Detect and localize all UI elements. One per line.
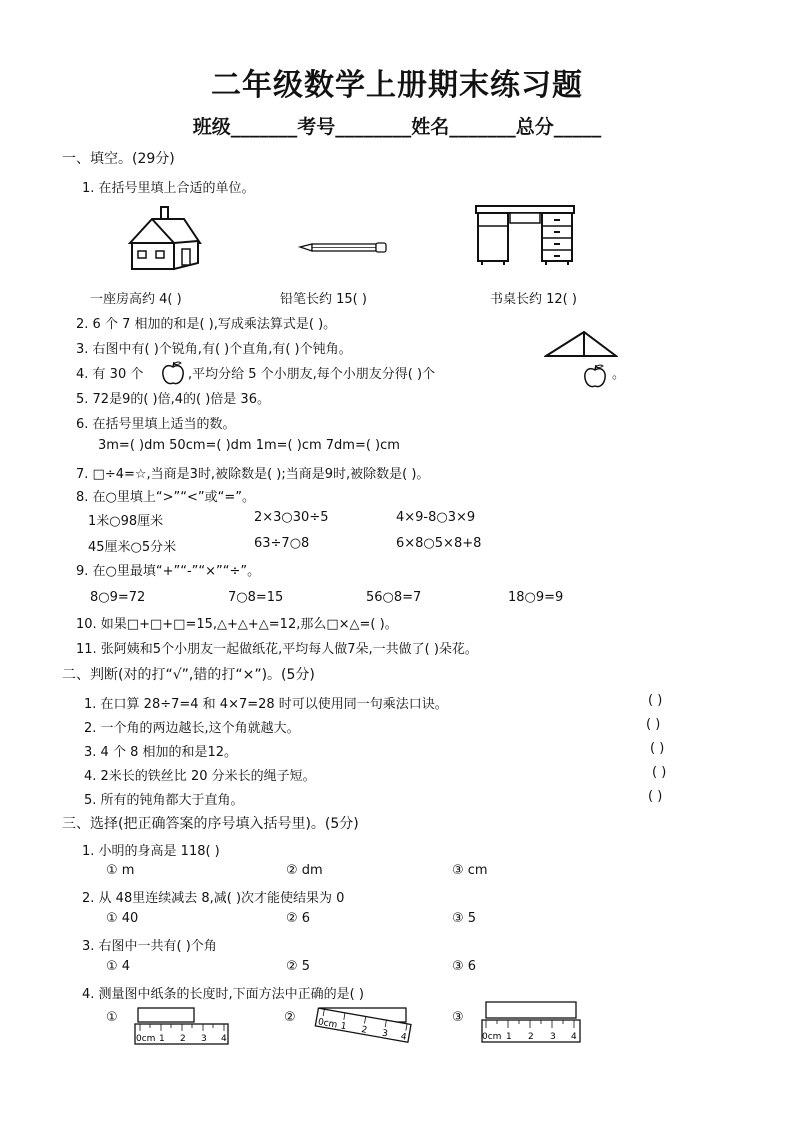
s1-q3: 3. 右图中有( )个锐角,有( )个直角,有( )个钝角。 bbox=[76, 342, 352, 357]
s2-item-4: 4. 2米长的铁丝比 20 分米长的绳子短。 bbox=[84, 769, 316, 784]
s1-q1: 1. 在括号里填上合适的单位。 bbox=[82, 181, 255, 196]
desk-icon bbox=[474, 204, 576, 266]
ruler-label: 0cm bbox=[136, 1034, 156, 1044]
ruler-option-1 bbox=[134, 1006, 230, 1046]
apple-icon bbox=[582, 363, 608, 389]
ruler-label: 2 bbox=[528, 1032, 534, 1042]
s3-q2: 2. 从 48里连续减去 8,减( )次才能使结果为 0 bbox=[82, 891, 345, 906]
s2-item-1: 1. 在口算 28÷7=4 和 4×7=28 时可以使用同一句乘法口诀。 bbox=[84, 697, 448, 712]
s3-q2-opt2[interactable]: ② 6 bbox=[286, 911, 311, 926]
s1-q8: 8. 在○里填上“>”“<”或“=”。 bbox=[76, 490, 255, 505]
s1-q2: 2. 6 个 7 相加的和是( ),写成乘法算式是( )。 bbox=[76, 317, 337, 332]
s3-q3-opt1[interactable]: ① 4 bbox=[106, 959, 131, 974]
ruler-option-3 bbox=[480, 1000, 584, 1046]
s1-q5: 5. 72是9的( )倍,4的( )倍是 36。 bbox=[76, 392, 270, 407]
s2-item-3: 3. 4 个 8 相加的和是12。 bbox=[84, 745, 238, 760]
triangle-figure-icon bbox=[544, 329, 618, 359]
ruler-label: 1 bbox=[159, 1034, 165, 1044]
ruler-label: 1 bbox=[339, 1021, 348, 1033]
s3-q3-opt2[interactable]: ② 5 bbox=[286, 959, 311, 974]
s1-q8-f: 6×8○5×8+8 bbox=[396, 536, 482, 551]
s1-q4-middle: ,平均分给 5 个小朋友,每个小朋友分得( )个 bbox=[188, 367, 436, 382]
paper-strip bbox=[486, 1002, 576, 1018]
s1-q1-desk: 书桌长约 12( ) bbox=[490, 292, 577, 307]
s1-q9-a: 8○9=72 bbox=[90, 590, 146, 605]
s1-q9: 9. 在○里最填“+”“-”“×”“÷”。 bbox=[76, 564, 261, 579]
page-title: 二年级数学上册期末练习题 bbox=[211, 68, 583, 103]
student-info-line: 班级_______考号________姓名_______总分_____ bbox=[192, 116, 602, 138]
s1-q9-d: 18○9=9 bbox=[508, 590, 564, 605]
s2-item-2: 2. 一个角的两边越长,这个角就越大。 bbox=[84, 721, 300, 736]
s2-bracket-3[interactable]: ( ) bbox=[650, 741, 665, 756]
house-icon bbox=[126, 205, 204, 271]
ruler-label: 3 bbox=[550, 1032, 556, 1042]
ruler-option-2 bbox=[312, 1004, 416, 1048]
s1-q9-b: 7○8=15 bbox=[228, 590, 284, 605]
s1-q8-b: 2×3○30÷5 bbox=[254, 510, 329, 525]
section2-heading: 二、判断(对的打“√”,错的打“×”)。(5分) bbox=[62, 667, 315, 683]
s1-q1-pencil: 铅笔长约 15( ) bbox=[280, 292, 367, 307]
s3-q4-opt2[interactable]: ② bbox=[284, 1010, 296, 1025]
s3-q4-opt3[interactable]: ③ bbox=[452, 1010, 464, 1025]
s3-q1-opt2[interactable]: ② dm bbox=[286, 863, 323, 878]
s3-q1-opt3[interactable]: ③ cm bbox=[452, 863, 488, 878]
ruler-label: 4 bbox=[221, 1034, 227, 1044]
ruler-label: 3 bbox=[201, 1034, 207, 1044]
section3-heading: 三、选择(把正确答案的序号填入括号里)。(5分) bbox=[62, 816, 359, 832]
apple-icon bbox=[160, 360, 186, 386]
ruler-label: 4 bbox=[399, 1031, 408, 1043]
s2-bracket-1[interactable]: ( ) bbox=[648, 693, 663, 708]
s3-q3-opt3[interactable]: ③ 6 bbox=[452, 959, 477, 974]
s1-q6-items: 3m=( )dm 50cm=( )dm 1m=( )cm 7dm=( )cm bbox=[98, 438, 400, 453]
s3-q2-opt1[interactable]: ① 40 bbox=[106, 911, 139, 926]
s3-q1-opt1[interactable]: ① m bbox=[106, 863, 135, 878]
s1-q7: 7. □÷4=☆,当商是3时,被除数是( );当商是9时,被除数是( )。 bbox=[76, 467, 430, 482]
paper-strip bbox=[138, 1008, 194, 1022]
ruler-label: 1 bbox=[506, 1032, 512, 1042]
s1-q1-house: 一座房高约 4( ) bbox=[90, 292, 182, 307]
s1-q6: 6. 在括号里填上适当的数。 bbox=[76, 417, 236, 432]
s3-q2-opt3[interactable]: ③ 5 bbox=[452, 911, 477, 926]
s3-q4: 4. 测量图中纸条的长度时,下面方法中正确的是( ) bbox=[82, 987, 364, 1002]
ruler-label: 4 bbox=[571, 1032, 577, 1042]
s3-q4-opt1[interactable]: ① bbox=[106, 1010, 118, 1025]
s1-q10: 10. 如果□+□+□=15,△+△+△=12,那么□×△=( )。 bbox=[76, 617, 398, 632]
s1-q8-a: 1米○98厘米 bbox=[88, 514, 164, 529]
s1-q8-c: 4×9-8○3×9 bbox=[396, 510, 476, 525]
s2-bracket-4[interactable]: ( ) bbox=[652, 765, 667, 780]
s3-q3: 3. 右图中一共有( )个角 bbox=[82, 939, 217, 954]
ruler-label: 2 bbox=[360, 1025, 368, 1036]
s1-q9-c: 56○8=7 bbox=[366, 590, 422, 605]
ruler-label: 2 bbox=[180, 1034, 186, 1044]
s2-item-5: 5. 所有的钝角都大于直角。 bbox=[84, 793, 244, 808]
s1-q8-d: 45厘米○5分米 bbox=[88, 540, 177, 555]
s1-q8-e: 63÷7○8 bbox=[254, 536, 310, 551]
ruler-label: 0cm bbox=[317, 1017, 338, 1031]
ruler-label: 3 bbox=[381, 1028, 389, 1040]
s2-bracket-5[interactable]: ( ) bbox=[648, 789, 663, 804]
s3-q1: 1. 小明的身高是 118( ) bbox=[82, 844, 220, 859]
ruler-label: 0cm bbox=[482, 1032, 502, 1042]
s1-q4-start: 4. 有 30 个 bbox=[76, 367, 144, 382]
s1-q4-end: 。 bbox=[612, 367, 626, 382]
s2-bracket-2[interactable]: ( ) bbox=[646, 717, 661, 732]
section1-heading: 一、填空。(29分) bbox=[62, 151, 175, 167]
s1-q11: 11. 张阿姨和5个小朋友一起做纸花,平均每人做7朵,一共做了( )朵花。 bbox=[76, 642, 478, 657]
pencil-icon bbox=[298, 240, 390, 256]
